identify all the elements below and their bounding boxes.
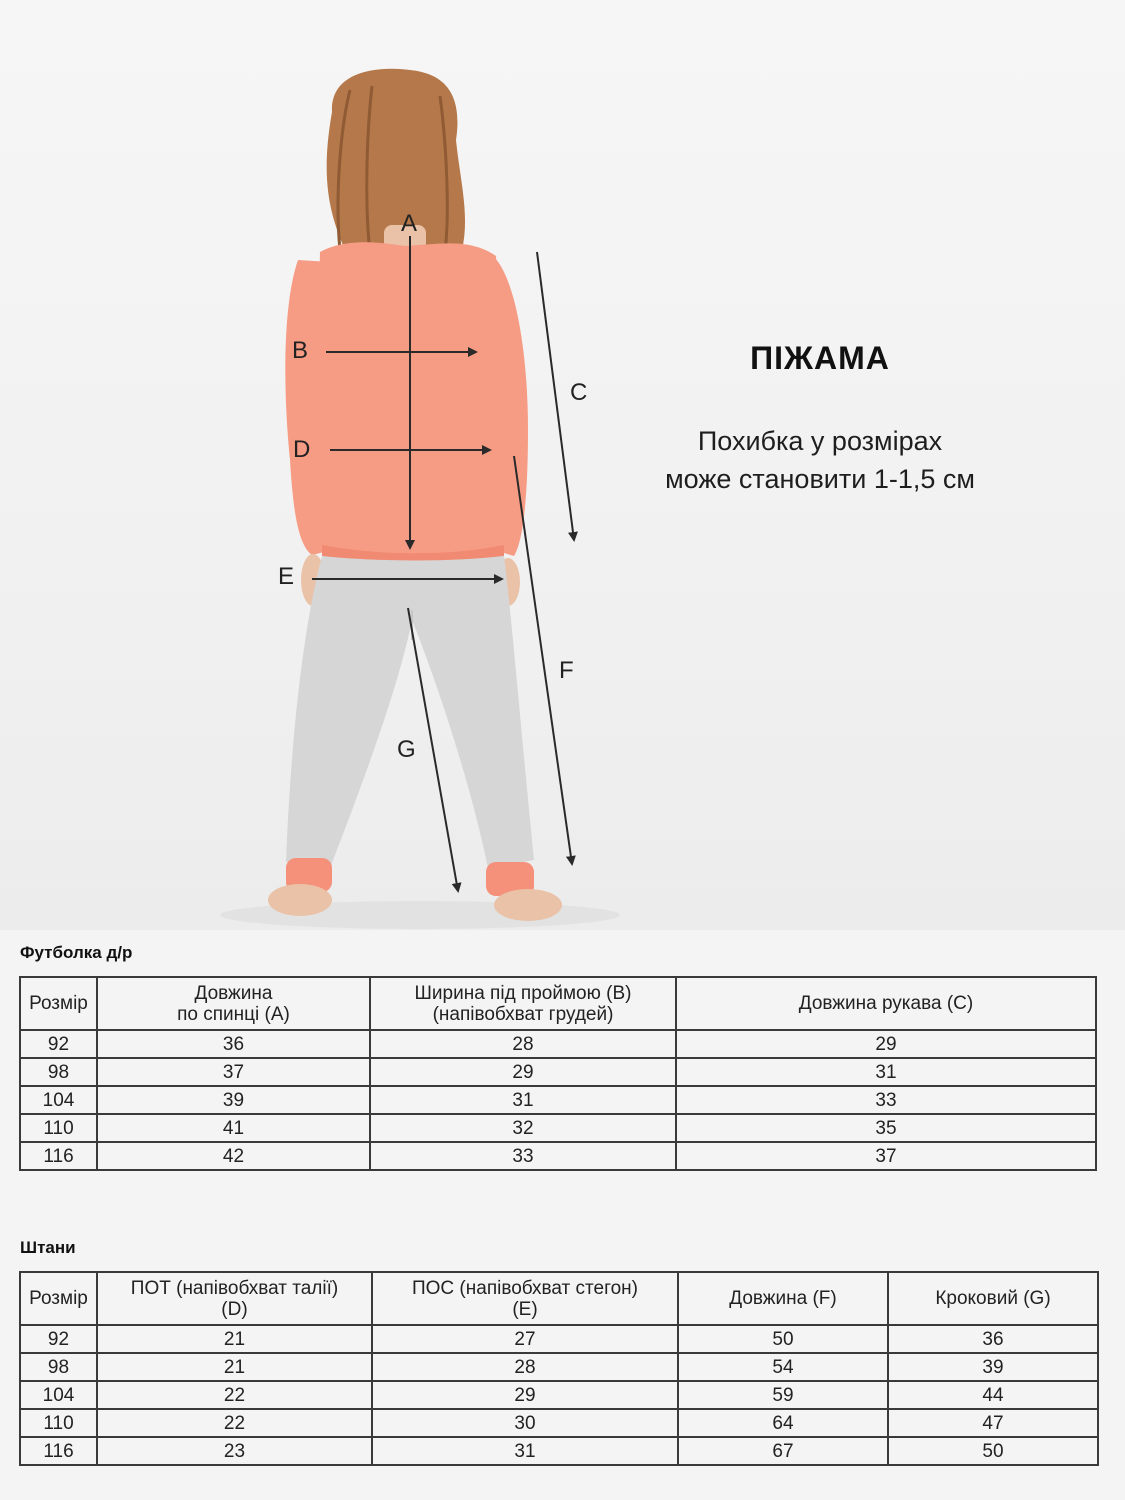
table-header-row	[20, 1272, 1098, 1325]
table-row: 110 22 30 64 47	[20, 1409, 1098, 1437]
label-d: D	[293, 436, 311, 463]
col-waist: ПОТ (напівобхват талії) (D)	[97, 1272, 372, 1325]
col-size: Розмір	[20, 1272, 97, 1325]
note-line-2: може становити 1-1,5 см	[665, 464, 975, 494]
table-row: 92 36 28 29	[20, 1030, 1096, 1058]
pants	[286, 556, 534, 868]
table-row: 98 37 29 31	[20, 1058, 1096, 1086]
col-hips: ПОС (напівобхват стегон) (E)	[372, 1272, 678, 1325]
label-f: F	[559, 657, 574, 684]
table-row: 104 39 31 33	[20, 1086, 1096, 1114]
label-g: G	[397, 736, 416, 763]
label-a: A	[401, 210, 418, 237]
col-size: Розмір	[20, 977, 97, 1030]
label-e: E	[278, 563, 295, 590]
table-row: 92 21 27 50 36	[20, 1325, 1098, 1353]
col-sleeve-length: Довжина рукава (С)	[676, 977, 1096, 1030]
col-back-length: Довжина по спинці (А)	[97, 977, 370, 1030]
size-tolerance-note	[600, 422, 1040, 498]
label-b: B	[292, 337, 309, 364]
table-row: 110 41 32 35	[20, 1114, 1096, 1142]
table-header-row	[20, 977, 1096, 1030]
col-chest-width: Ширина під проймою (В) (напівобхват грудей)	[370, 977, 676, 1030]
label-c: C	[570, 379, 588, 406]
shirt-torso	[319, 242, 505, 557]
right-foot	[494, 889, 562, 921]
shirt-table-title: Футболка д/р	[20, 943, 133, 962]
left-foot	[268, 884, 332, 916]
table-row: 98 21 28 54 39	[20, 1353, 1098, 1381]
pants-size-table	[19, 1271, 1099, 1466]
shirt-size-table	[19, 976, 1097, 1171]
col-inseam: Кроковий (G)	[888, 1272, 1098, 1325]
arrow-c	[537, 252, 574, 540]
table-row: 116 42 33 37	[20, 1142, 1096, 1170]
col-length: Довжина (F)	[678, 1272, 888, 1325]
table-row: 116 23 31 67 50	[20, 1437, 1098, 1465]
table-row: 104 22 29 59 44	[20, 1381, 1098, 1409]
pants-table-title: Штани	[20, 1238, 76, 1257]
page-title: ПІЖАМА	[750, 340, 890, 376]
note-line-1: Похибка у розмірах	[697, 426, 943, 456]
